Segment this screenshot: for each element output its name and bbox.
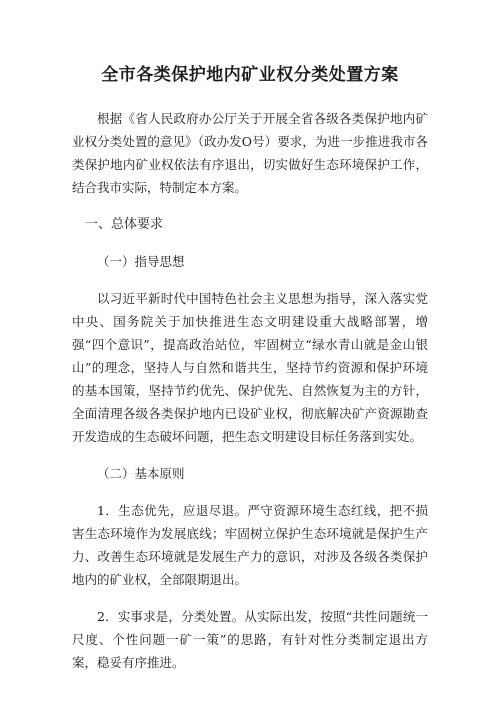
subsection-heading-guiding-ideology: （一）指导思想 — [97, 254, 185, 269]
section-heading-general-requirements: 一、总体要求 — [85, 217, 164, 232]
document-title: 全市各类保护地内矿业权分类处置方案 — [101, 65, 399, 85]
intro-paragraph: 根据《省人民政府办公厅关于开展全省各级各类保护地内矿业权分类处置的意见》（政办发O号）要求，为进一步推进我市各类保护地内矿业权依法有序退出，切实做好生态环境保护工作，结合我市实际，特制定本方案。 — [72, 111, 428, 195]
principle-2-paragraph: 2．实事求是，分类处置。从实际出发，按照“共性问题统一尺度、个性问题一矿一策”的思路，有针对性分类制定退出方案，稳妥有序推进。 — [72, 609, 428, 670]
subsection-heading-basic-principles: （二）基本原则 — [97, 466, 185, 481]
guiding-ideology-paragraph: 以习近平新时代中国特色社会主义思想为指导，深入落实党中央、国务院关于加快推进生态文明建设重大战略部署，增强“四个意识”，提高政治站位，牢固树立“绿水青山就是金山银山”的理念，坚持人与自然和谐共生，坚持节约资源和保护环境的基本国策，坚持节约优先、保护优先、自然恢复为主的方针，全面清理各级各类保护地内已设矿业权，彻底解决矿产资源勘查开发造成的生态破坏问题，把生态文明建设目标任务落到实处。 — [72, 291, 428, 444]
principle-1-paragraph: 1．生态优先，应退尽退。严守资源环境生态红线，把不损害生态环境作为发展底线；牢固树立保护生态环境就是保护生产力、改善生态环境就是发展生产力的意识，对涉及各级各类保护地内的矿业权，全部限期退出。 — [72, 503, 428, 587]
